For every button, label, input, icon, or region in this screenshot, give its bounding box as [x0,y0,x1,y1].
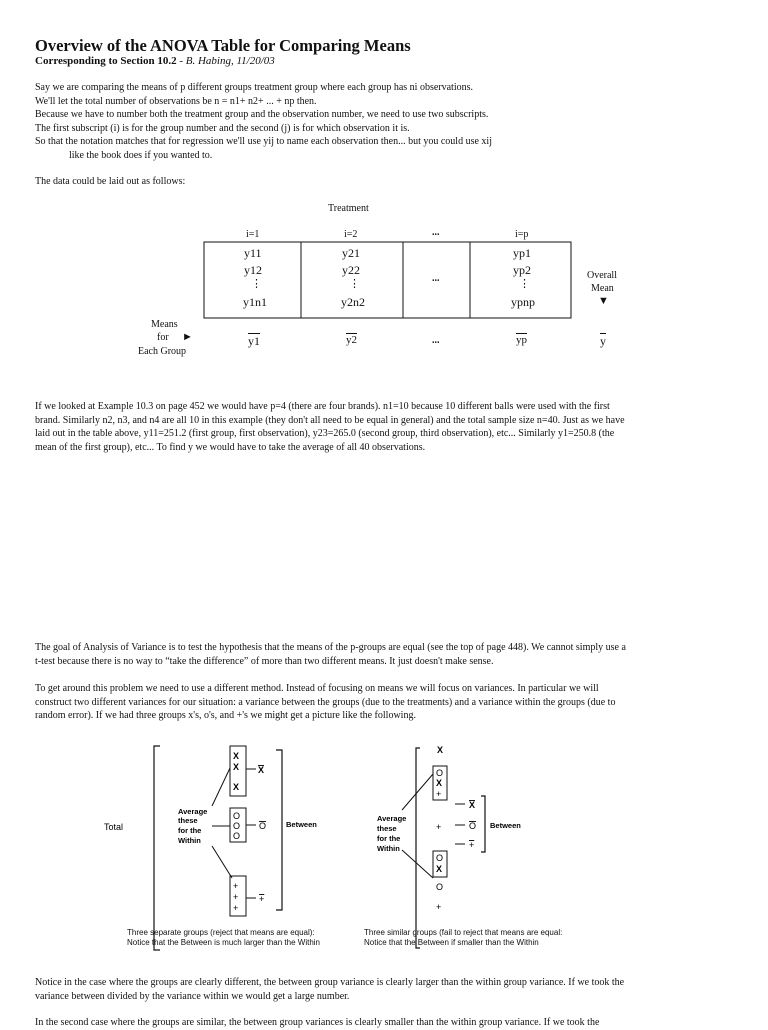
header-i1: i=1 [246,229,260,240]
example-line: mean of the first group), etc... To find y we would have to take the average of all 40 observations. [35,441,426,453]
goal-line: The goal of Analysis of Variance is to test the hypothesis that the means of the p-groups are equal (see the top of page 448). We cannot simply use a [35,642,626,653]
header-dots: ... [432,227,440,238]
intro-line: So that the notation matches that for regression we'll use yij to name each observation then... but you could use xij [35,136,492,147]
average-label-right: for the [377,834,401,843]
cell-vdots-1: ⋮ [251,278,262,290]
intro-line: We'll let the total number of observations be n = n1+ n2+ ... + np then. [35,95,317,107]
obar-label: O [259,821,267,831]
example-line: brand. Similarly n2, n3, and n4 are all 10 in this example (they don't all need to be equal in general) and the total sample size n=40. Just as we have [35,414,625,426]
intro-paragraph [35,81,735,162]
x-mark: X [436,778,443,788]
average-label-left: these [178,816,198,825]
x-mark: X [437,745,444,755]
average-label-left: for the [178,826,202,835]
cell-ypnp: ypnp [511,295,535,309]
x-mark: X [436,864,443,874]
page-subtitle [35,55,275,67]
example-line: laid out in the table above, y11=251.2 (first group, first observation), y23=265.0 (second group, third observation), etc... Similarly y1=250.8 (the [35,428,615,439]
caption-right-line: Three similar groups (fail to reject that means are equal: [364,928,563,937]
average-label-right: Within [377,844,400,853]
mean-dots: ... [432,335,440,346]
plus-mark: + [436,789,442,799]
x-mark: X [233,762,240,772]
intro-line: The first subscript (i) is for the group number and the second (j) is for which observation it is. [35,122,410,134]
plus-mark: + [233,881,239,891]
mean-y1: y1 [248,334,260,348]
mean-label: Mean [591,283,614,294]
data-table [0,222,768,382]
caption-left-line: Notice that the Between is much larger than the Within [127,938,320,947]
notice-line: variance between divided by the variance within we would get a large number. [35,990,350,1002]
cell-y2n2: y2n2 [341,295,365,309]
cell-vdots-p: ⋮ [519,278,530,290]
xbar-label: X [258,765,265,775]
o-mark: O [436,882,444,892]
mean-yp: $\overline{yp}$ [516,334,527,346]
intro-line: Because we have to number both the treatment group and the observation number, we need to use two subscripts. [35,109,489,120]
page-title: Overview of the ANOVA Table for Comparing Means [35,36,411,55]
around-line: random error). If we had three groups x's, o's, and +'s we might get a picture like the following. [35,710,416,721]
average-label-right: Average [377,814,407,823]
means-label-2: for [157,332,169,343]
layout-intro: The data could be laid out as follows: [35,176,186,187]
o-mark: O [233,811,241,821]
arrow-down-icon: ▼ [598,295,609,307]
section-ref: Corresponding to Section 10.2 [35,55,177,67]
overall-label: Overall [587,270,617,281]
caption-right-line: Notice that the Between if smaller than the Within [364,938,539,947]
intro-line: Say we are comparing the means of p different groups treatment group where each group has ni observations. [35,82,474,93]
cell-y11: y11 [244,246,262,260]
means-label-1: Means [151,319,178,330]
cell-vdots-2: ⋮ [349,278,360,290]
author-line: - B. Habing, 11/20/03 [179,55,275,67]
plus-mark: + [233,903,239,913]
cell-dots: ... [432,273,440,284]
x-mark: X [233,782,240,792]
average-label-left: Within [178,836,201,845]
plus-mark: + [233,892,239,902]
header-i2: i=2 [344,229,358,240]
notice-paragraph [35,976,735,1003]
cell-y1n1: y1n1 [243,295,267,309]
plus-mark: + [436,822,442,832]
plusbar-label-right: + [469,840,475,850]
xbar-label-right: X [469,800,476,810]
average-label-right: these [377,824,397,833]
treatment-label: Treatment [328,203,369,214]
x-mark: X [233,751,240,761]
notice-line: Notice in the case where the groups are clearly different, the between group variance is clearly larger than the within group variance. If we took the [35,977,625,988]
cell-y22: y22 [342,263,360,277]
arrow-right-icon: ► [182,331,193,343]
o-mark: O [233,821,241,831]
second-paragraph: In the second case where the groups are similar, the between group variances is clearly smaller than the within group variance. If we took the [35,1017,600,1028]
between-label-right: Between [490,821,521,830]
total-label: Total [104,822,124,832]
goal-line: t-test because there is no way to “take the difference” of more than two different means. It just doesn't make sense. [35,655,494,667]
means-label-3: Each Group [138,346,187,357]
intro-line: like the book does if you wanted to. [69,149,213,161]
header-ip: i=p [515,229,529,240]
o-mark: O [436,768,444,778]
around-line: To get around this problem we need to use a different method. Instead of focusing on means we will focus on variances. In particular we will [35,683,599,694]
cell-yp1: yp1 [513,246,531,260]
example-paragraph [35,400,735,454]
around-line: construct two different variances for our situation: a variance between the groups (due to the treatments) and a variance within the groups (due to [35,696,616,708]
between-label-left: Between [286,820,317,829]
plus-mark: + [436,902,442,912]
o-mark: O [436,853,444,863]
caption-left [127,928,320,948]
around-paragraph [35,682,735,723]
goal-paragraph [35,641,735,668]
caption-left-line: Three separate groups (reject that means are equal): [127,928,315,937]
grand-mean: $\overline{y}$ [600,334,606,348]
caption-right [364,928,562,948]
cell-y12: y12 [244,263,262,277]
plusbar-label: + [259,894,265,904]
cell-yp2: yp2 [513,263,531,277]
example-line: If we looked at Example 10.3 on page 452 we would have p=4 (there are four brands). n1=10 because 10 different balls were used with the first [35,401,610,412]
mean-y2: y2 [346,334,357,346]
obar-label-right: O [469,821,477,831]
o-mark: O [233,831,241,841]
average-label-left: Average [178,807,208,816]
cell-y21: y21 [342,246,360,260]
